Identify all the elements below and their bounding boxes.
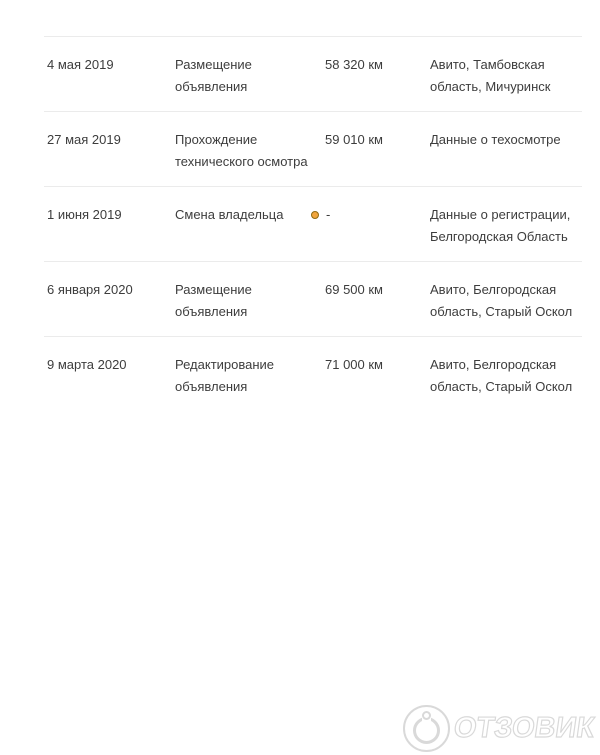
watermark-text: ОТЗОВИК — [451, 712, 597, 744]
event-date: 9 марта 2020 — [47, 357, 127, 372]
event-description: Размещение объявления — [175, 282, 252, 319]
event-description: Прохождение технического осмотра — [175, 132, 308, 169]
event-date: 4 мая 2019 — [47, 57, 114, 72]
table-row — [44, 336, 582, 411]
otzovik-watermark — [403, 705, 597, 752]
event-source: Авито, Белгородская область, Старый Оскол — [430, 282, 573, 319]
event-source: Данные о техосмотре — [430, 132, 561, 147]
event-description: Редактирование объявления — [175, 357, 275, 394]
event-date: 6 января 2020 — [47, 282, 133, 297]
event-mileage-value: - — [326, 207, 331, 222]
owner-change-marker-icon — [311, 211, 319, 219]
event-mileage — [325, 204, 430, 248]
event-source: Авито, Тамбовская область, Мичуринск — [430, 57, 551, 94]
vehicle-history-table — [44, 36, 582, 411]
table-row — [44, 36, 582, 111]
table-row — [44, 186, 582, 261]
event-description: Размещение объявления — [175, 57, 252, 94]
table-row — [44, 261, 582, 336]
power-button-icon — [403, 705, 450, 752]
event-mileage: 58 320 км — [325, 57, 383, 72]
table-row — [44, 111, 582, 186]
event-date: 27 мая 2019 — [47, 132, 121, 147]
event-source: Авито, Белгородская область, Старый Оскол — [430, 357, 573, 394]
event-description: Смена владельца — [175, 207, 284, 222]
event-source: Данные о регистрации, Белгородская Область — [430, 207, 571, 244]
event-mileage: 59 010 км — [325, 132, 383, 147]
event-mileage: 71 000 км — [325, 357, 383, 372]
event-date: 1 июня 2019 — [47, 207, 122, 222]
event-mileage: 69 500 км — [325, 282, 383, 297]
